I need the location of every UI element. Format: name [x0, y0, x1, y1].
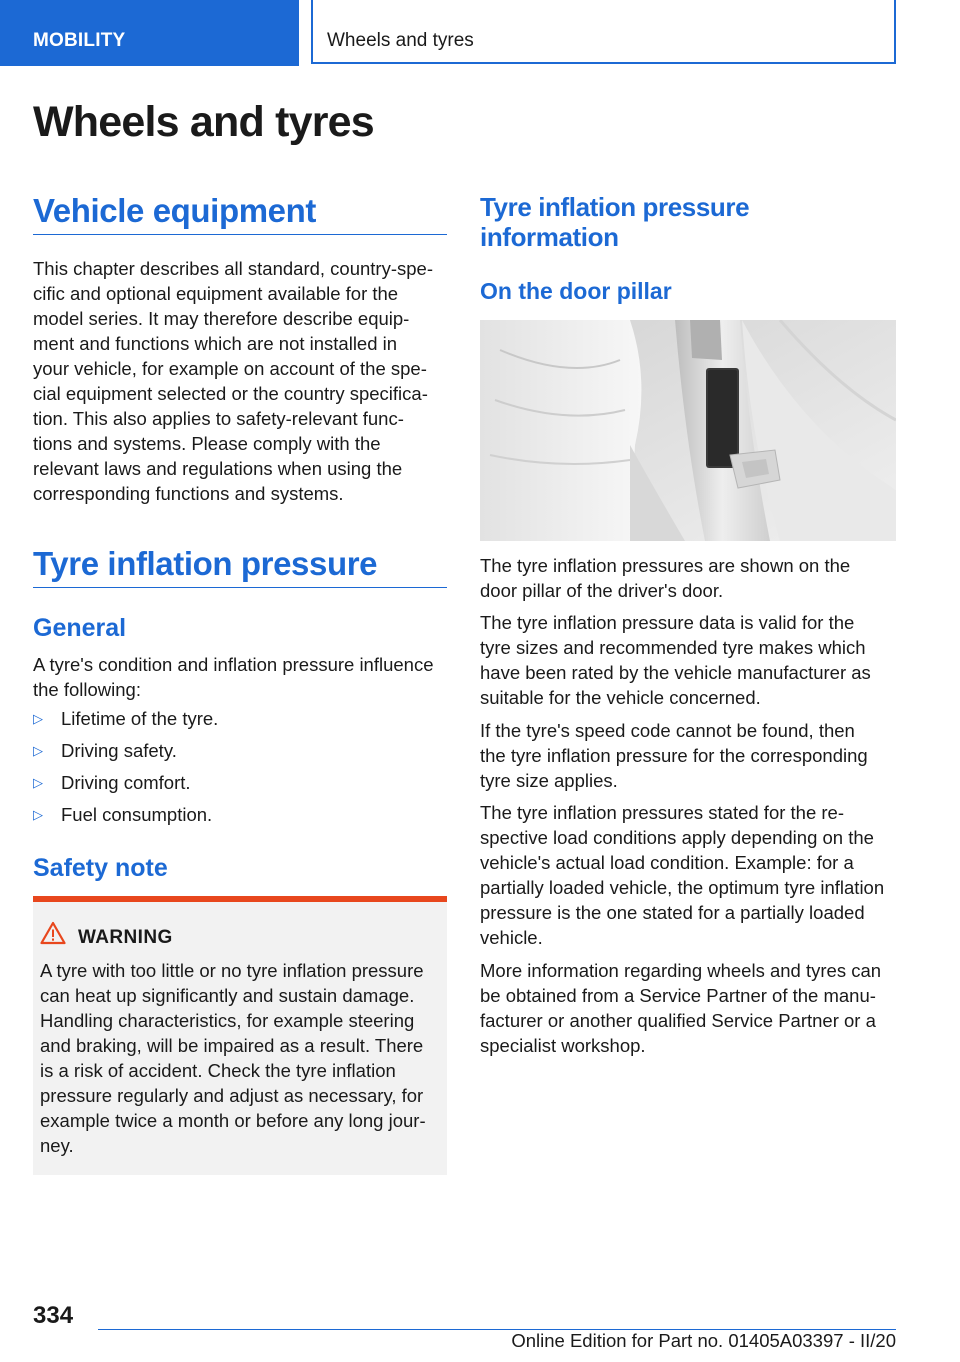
footer-edition: Online Edition for Part no. 01405A03397 - II/20 — [511, 1330, 896, 1351]
general-text: A tyre's condition and inflation pressure influence the following: — [33, 654, 434, 700]
list-item: ▷ Fuel consumption. — [33, 802, 218, 834]
header-chapter-label: Wheels and tyres — [311, 0, 896, 64]
door-pillar-illustration — [480, 320, 896, 541]
vehicle-equipment-text: This chapter describes all standard, country-spe‐ cific and optional equipment available for the model series. It may therefore describe equip‐ ment and functions which are not installed in your vehicle, for example on account of the spe‐ cial equipment selected or the country specifica‐ tion. This also applies to safety-relevant func‐ tions and systems. Please comply with the relevant laws and regulations when using the corresponding functions and systems. — [33, 258, 433, 504]
heading-safety-note: Safety note — [33, 854, 168, 882]
page-title: Wheels and tyres — [33, 98, 374, 146]
paragraph-valid-sizes: The tyre inflation pressure data is valid for the tyre sizes and recommended tyre makes which have been rated by the vehicle manufacturer as suitable for the vehicle concerned. — [480, 612, 871, 708]
door-pillar-image — [480, 320, 896, 541]
list-item: ▷ Driving safety. — [33, 738, 218, 770]
heading-tyre-pressure-information: Tyre inflation pressure information — [480, 192, 750, 252]
warning-icon — [40, 921, 66, 945]
triangle-bullet-icon: ▷ — [33, 775, 43, 790]
warning-box — [33, 896, 447, 1175]
warning-text: A tyre with too little or no tyre inflation pressure can heat up significantly and sustain damage. Handling characteristics, for example steering and braking, will be impaired as a result. There is a risk of accident. Check the tyre inflation pressure regularly and adjust as necessary, for example twice a month or before any long jour‐ ney. — [40, 960, 426, 1156]
warning-title: WARNING — [78, 927, 173, 948]
triangle-bullet-icon: ▷ — [33, 807, 43, 822]
heading-general: General — [33, 614, 127, 642]
heading-rule — [33, 587, 447, 588]
heading-vehicle-equipment: Vehicle equipment — [33, 192, 316, 229]
page-number: 334 — [33, 1302, 74, 1329]
bullet-list — [33, 706, 218, 834]
heading-tyre-inflation-pressure: Tyre inflation pressure — [33, 545, 378, 582]
paragraph-load-conditions: The tyre inflation pressures stated for the re‐ spective load conditions apply depending on the vehicle's actual load condition. Example: for a partially loaded vehicle, the optimum tyre inflation pressure is the one stated for a partially loaded vehicle. — [480, 802, 885, 948]
triangle-bullet-icon: ▷ — [33, 743, 43, 758]
list-item: ▷ Lifetime of the tyre. — [33, 706, 218, 738]
paragraph-speed-code: If the tyre's speed code cannot be found, then the tyre inflation pressure for the corresponding tyre size applies. — [480, 720, 868, 791]
list-item: ▷ Driving comfort. — [33, 770, 218, 802]
heading-on-the-door-pillar: On the door pillar — [480, 278, 672, 304]
triangle-bullet-icon: ▷ — [33, 711, 43, 726]
header-section-label: MOBILITY — [0, 0, 299, 66]
paragraph-more-information: More information regarding wheels and tyres can be obtained from a Service Partner of the manu‐ facturer or another qualified Service Partner or a specialist workshop. — [480, 960, 882, 1056]
heading-rule — [33, 234, 447, 235]
paragraph-door-pillar: The tyre inflation pressures are shown on the door pillar of the driver's door. — [480, 555, 851, 601]
